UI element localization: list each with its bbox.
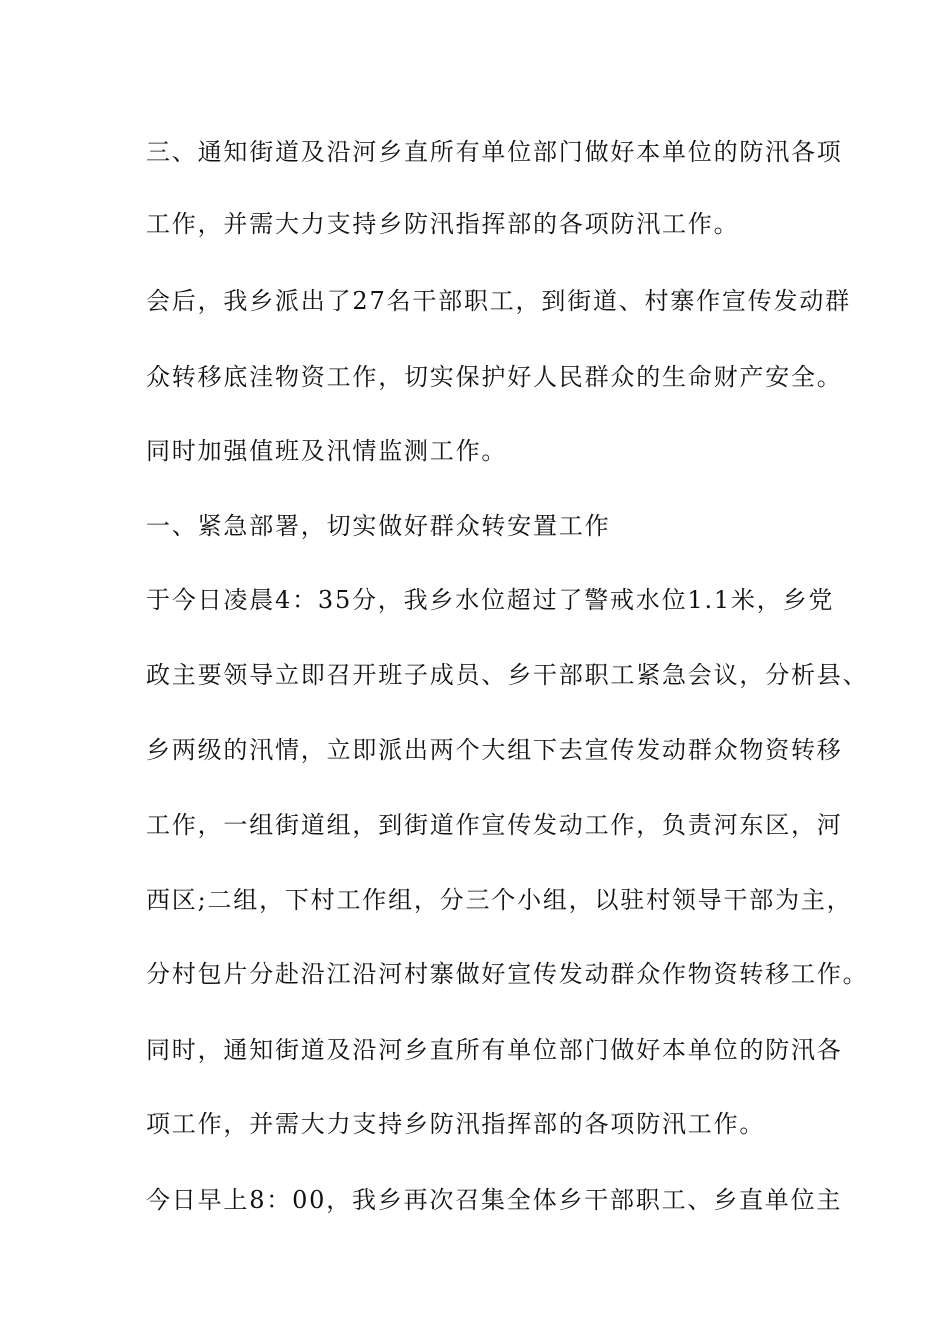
text-line: 于今日凌晨4：35分，我乡水位超过了警戒水位1.1米，乡党 (146, 586, 835, 614)
text-line: 同时加强值班及汛情监测工作。 (146, 437, 508, 465)
text-line: 工作，并需大力支持乡防汛指挥部的各项防汛工作。 (146, 210, 740, 238)
text-line: 项工作，并需大力支持乡防汛指挥部的各项防汛工作。 (146, 1110, 766, 1138)
text-line: 今日早上8：00，我乡再次召集全体乡干部职工、乡直单位主 (146, 1186, 843, 1214)
text-line: 同时，通知街道及沿河乡直所有单位部门做好本单位的防汛各 (146, 1036, 843, 1064)
text-line: 分村包片分赴沿江沿河村寨做好宣传发动群众作物资转移工作。 (146, 960, 869, 988)
text-line: 乡两级的汛情，立即派出两个大组下去宣传发动群众物资转移 (146, 736, 843, 764)
text-line: 政主要领导立即召开班子成员、乡干部职工紧急会议，分析县、 (146, 661, 869, 689)
text-line: 三、通知街道及沿河乡直所有单位部门做好本单位的防汛各项 (146, 138, 843, 166)
text-line: 会后，我乡派出了27名干部职工，到街道、村寨作宣传发动群 (146, 287, 851, 315)
text-line: 工作，一组街道组，到街道作宣传发动工作，负责河东区，河 (146, 811, 843, 839)
text-line: 众转移底洼物资工作，切实保护好人民群众的生命财产安全。 (146, 363, 843, 391)
section-heading: 一、紧急部署，切实做好群众转安置工作 (146, 512, 611, 540)
text-line: 西区;二组，下村工作组，分三个小组，以驻村领导干部为主， (146, 886, 853, 914)
